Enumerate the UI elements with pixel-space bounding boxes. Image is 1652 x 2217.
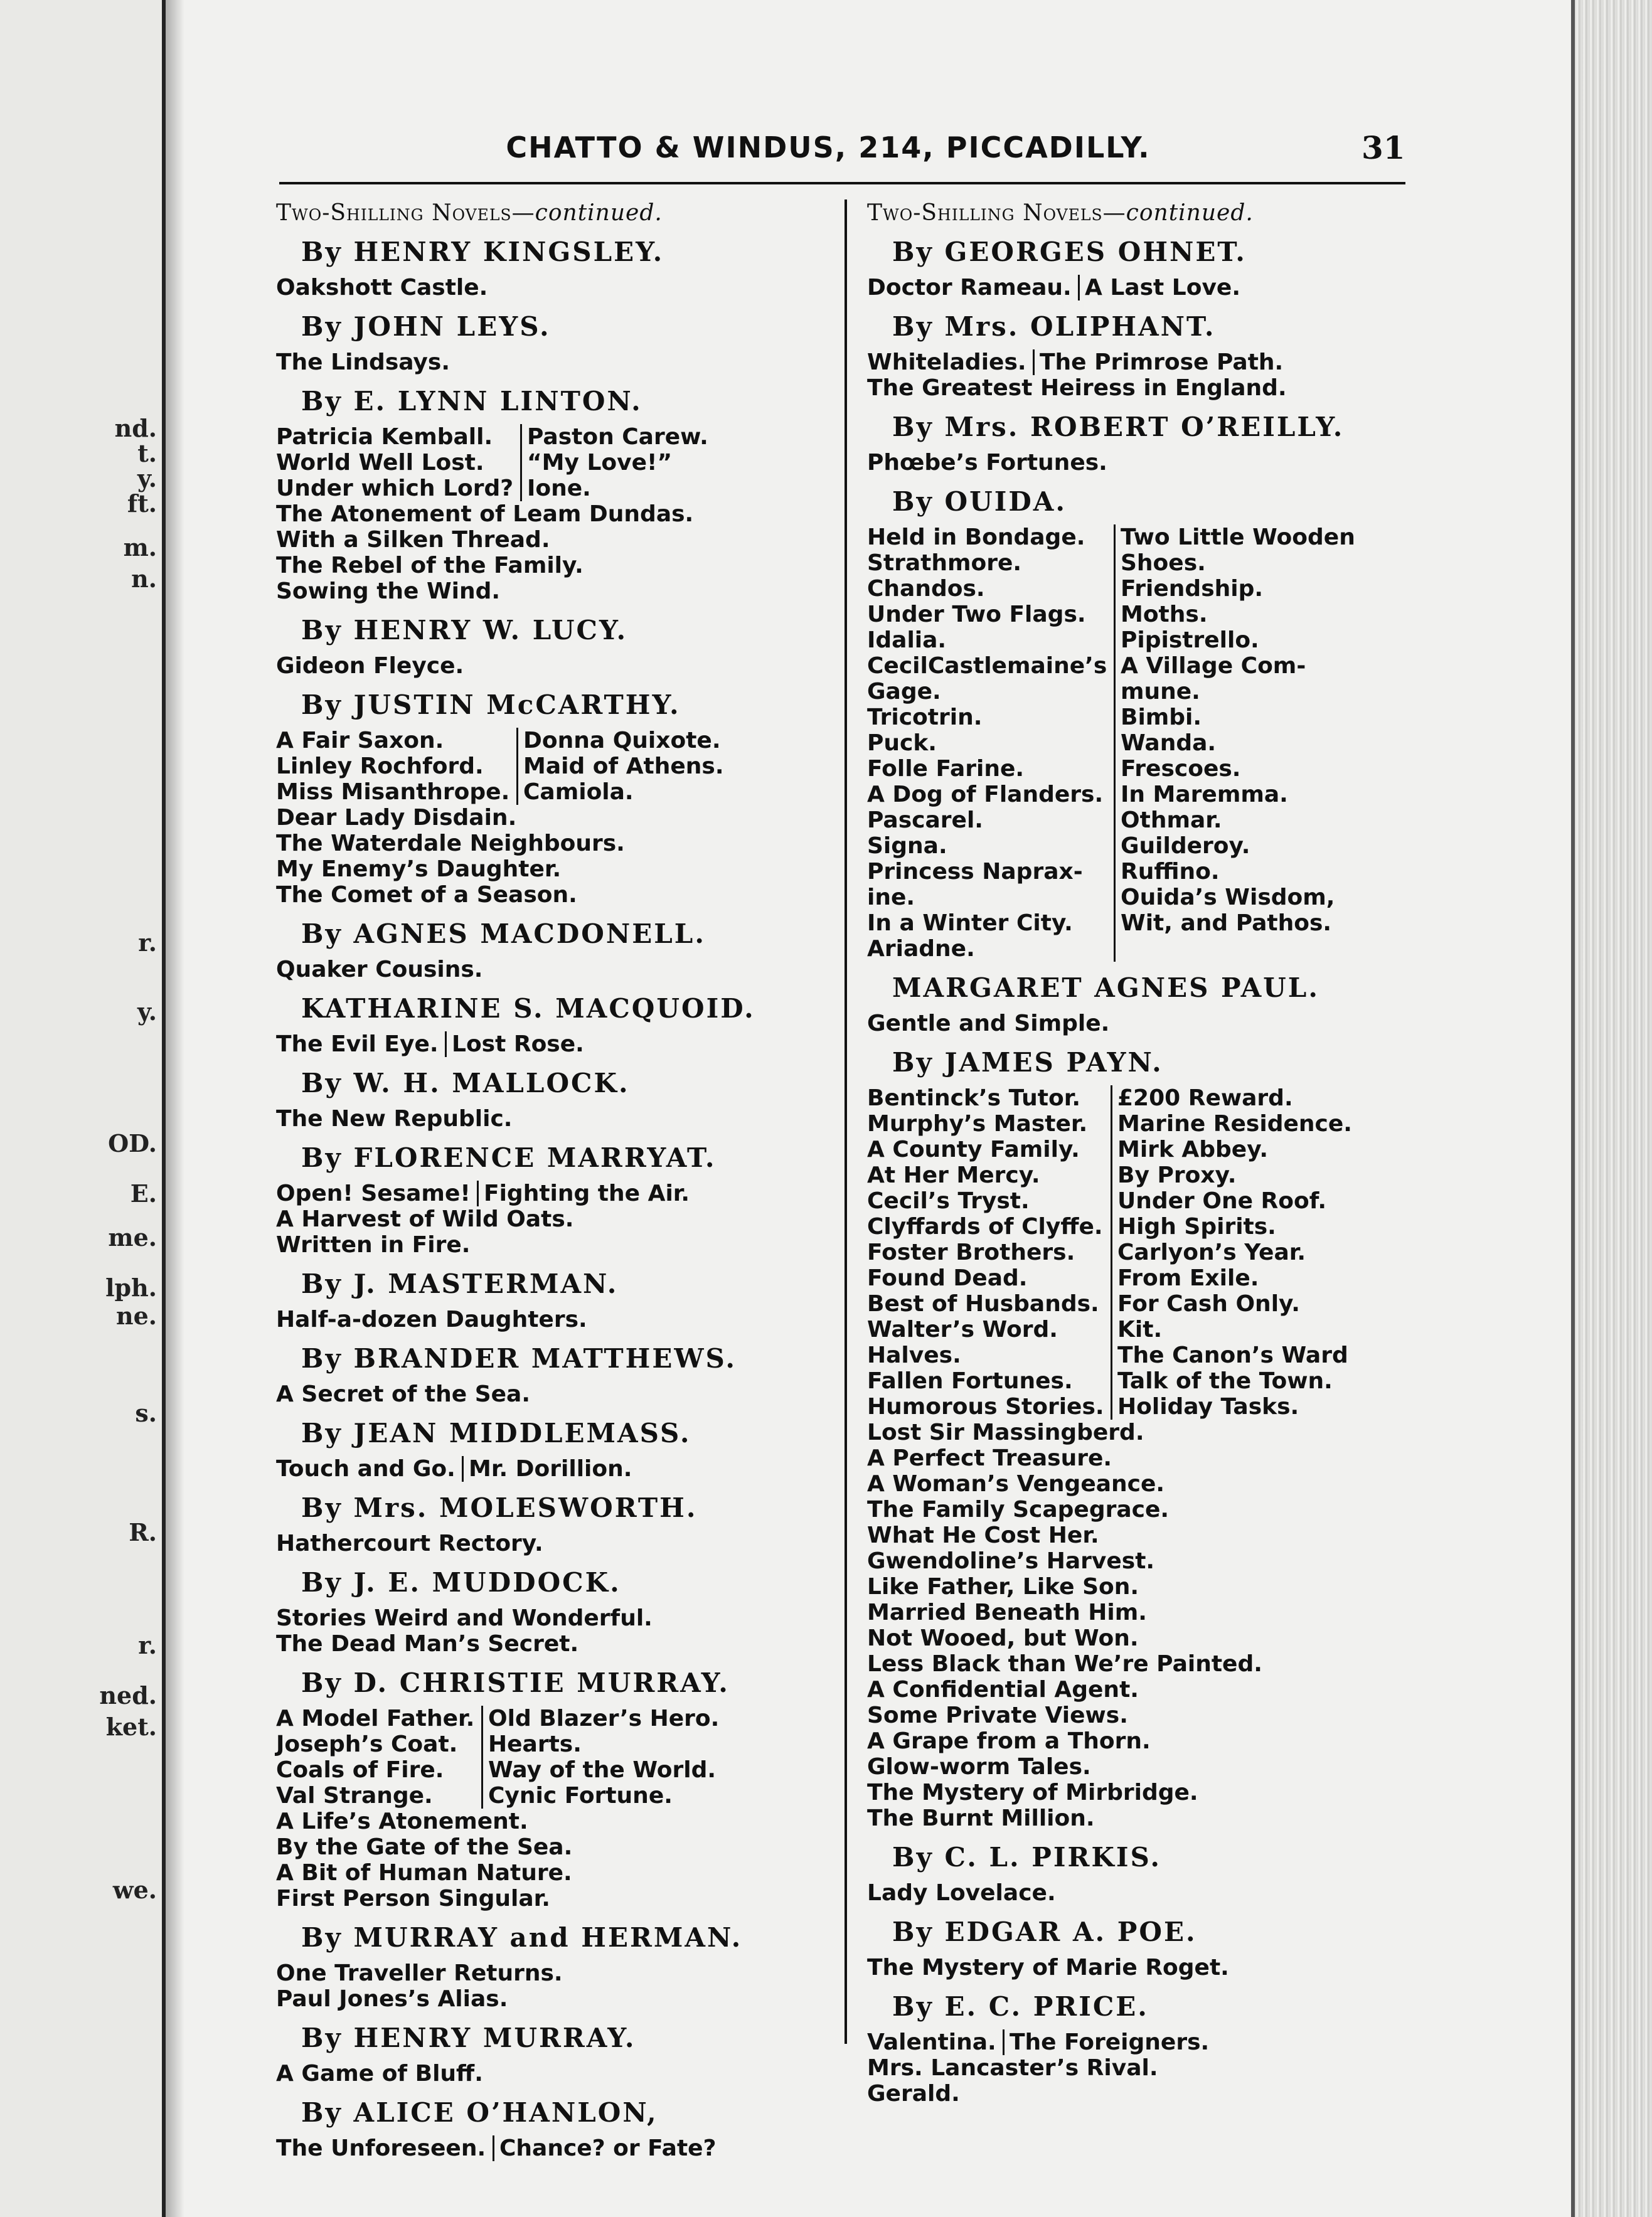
book-title: The Burnt Million.	[867, 1805, 1095, 1831]
title-pair-row	[276, 1181, 910, 1206]
book-title: A Confidential Agent.	[867, 1677, 1139, 1703]
title-list	[867, 2029, 1419, 2107]
book-title: mune.	[1114, 679, 1200, 704]
book-title: Under Two Flags.	[867, 602, 1086, 627]
book-title: Pipistrello.	[1114, 627, 1259, 653]
book-title: Paul Jones’s Alias.	[276, 1986, 508, 2012]
title-pair-row	[867, 885, 1419, 910]
title-list	[276, 349, 910, 375]
left-page-fragment: m.	[123, 533, 157, 561]
book-title: Val Strange.	[276, 1783, 433, 1809]
title-pair-row	[867, 1240, 1419, 1265]
title-pair-row	[867, 704, 1419, 730]
book-title: Friendship.	[1114, 576, 1263, 602]
book-title: Camiola.	[516, 779, 634, 805]
author-heading: By Mrs. OLIPHANT.	[892, 311, 1216, 342]
left-page-fragment: lph.	[105, 1273, 157, 1302]
author-heading: By W. H. MALLOCK.	[301, 1068, 630, 1098]
author-heading: By FLORENCE MARRYAT.	[301, 1142, 717, 1173]
title-list	[276, 275, 910, 300]
book-title: Hearts.	[481, 1731, 582, 1757]
book-title: The Primrose Path.	[1033, 349, 1283, 375]
left-page-fragment: E.	[130, 1179, 157, 1208]
left-page-fragment: s.	[135, 1399, 157, 1427]
title-pair-row	[276, 450, 910, 476]
title-list	[276, 1307, 910, 1332]
book-title: A Woman’s Vengeance.	[867, 1471, 1165, 1497]
book-title: Coals of Fire.	[276, 1757, 444, 1783]
title-pair-row	[276, 779, 910, 805]
book-title: Ruffino.	[1114, 859, 1220, 885]
gutter-shadow	[166, 0, 184, 2217]
title-list	[276, 424, 910, 604]
title-list	[276, 728, 910, 908]
title-pair-row	[276, 1456, 910, 1482]
title-list	[867, 450, 1419, 476]
book-title: Linley Rochford.	[276, 753, 484, 779]
book-title: Lost Sir Massingberd.	[867, 1420, 1144, 1445]
book-title: Donna Quixote.	[516, 728, 721, 753]
book-title: Lady Lovelace.	[867, 1880, 1056, 1906]
title-pair-row	[867, 1085, 1419, 1111]
title-pair-row	[867, 782, 1419, 807]
book-title: Walter’s Word.	[867, 1317, 1058, 1342]
title-list	[276, 1381, 910, 1407]
author-heading: By Mrs. ROBERT O’REILLY.	[892, 412, 1345, 442]
book-title: Not Wooed, but Won.	[867, 1625, 1139, 1651]
author-heading: By ALICE O’HANLON,	[301, 2097, 658, 2128]
book-title: A Grape from a Thorn.	[867, 1728, 1151, 1754]
left-page-fragment: R.	[129, 1518, 157, 1546]
author-heading: By HENRY W. LUCY.	[301, 615, 628, 646]
book-title: £200 Reward.	[1111, 1085, 1293, 1111]
book-title: Foster Brothers.	[867, 1240, 1075, 1265]
book-title: First Person Singular.	[276, 1886, 550, 1911]
left-page-fragment: ket.	[105, 1713, 157, 1741]
book-title: Guilderoy.	[1114, 833, 1250, 859]
title-list	[276, 1531, 910, 1556]
title-pair-row	[867, 1342, 1419, 1368]
right-column	[867, 199, 1419, 2117]
book-title: The Family Scapegrace.	[867, 1497, 1170, 1523]
title-pair-row	[867, 627, 1419, 653]
title-pair-row	[867, 1394, 1419, 1420]
book-title: My Enemy’s Daughter.	[276, 856, 562, 882]
title-pair-row	[867, 602, 1419, 627]
left-page-fragment: r.	[138, 928, 157, 957]
title-pair-row	[867, 1214, 1419, 1240]
title-pair-row	[867, 936, 1419, 962]
book-title: The Waterdale Neighbours.	[276, 831, 625, 856]
title-pair-row	[276, 476, 910, 501]
title-list	[276, 1181, 910, 1258]
title-pair-row	[867, 1188, 1419, 1214]
book-title: A Secret of the Sea.	[276, 1381, 531, 1407]
book-title: Gentle and Simple.	[867, 1011, 1110, 1036]
title-pair-row	[867, 730, 1419, 756]
book-title: A Last Love.	[1078, 275, 1240, 300]
title-pair-row	[867, 833, 1419, 859]
title-divider	[1114, 936, 1121, 962]
book-title: Phœbe’s Fortunes.	[867, 450, 1107, 476]
author-heading: By MURRAY and HERMAN.	[301, 1922, 743, 1953]
book-title: The New Republic.	[276, 1106, 513, 1132]
title-pair-row	[867, 275, 1419, 300]
author-entries	[276, 236, 910, 2161]
book-title: Old Blazer’s Hero.	[481, 1706, 719, 1731]
title-list	[276, 957, 910, 982]
book-title: Joseph’s Coat.	[276, 1731, 458, 1757]
book-title: Found Dead.	[867, 1265, 1028, 1291]
title-pair-row	[867, 807, 1419, 833]
book-title: From Exile.	[1111, 1265, 1259, 1291]
title-list	[276, 653, 910, 679]
left-page-fragment: nd.	[114, 414, 157, 442]
author-entries	[867, 236, 1419, 2107]
title-pair-row	[867, 1368, 1419, 1394]
book-title: Cecil’s Tryst.	[867, 1188, 1030, 1214]
book-title: A Life’s Atonement.	[276, 1809, 528, 1834]
section-heading: Two-Shilling Novels—continued.	[276, 200, 663, 226]
book-title: The Unforeseen.	[276, 2135, 486, 2161]
title-pair-row	[276, 1031, 910, 1057]
book-title: Dear Lady Disdain.	[276, 805, 517, 831]
title-pair-row	[276, 1757, 910, 1783]
book-title: The Evil Eye.	[276, 1031, 439, 1057]
left-page-fragment: r.	[138, 1631, 157, 1659]
author-heading: By OUIDA.	[892, 486, 1067, 517]
author-heading: By HENRY KINGSLEY.	[301, 237, 664, 267]
author-heading: MARGARET AGNES PAUL.	[892, 972, 1319, 1003]
book-title: With a Silken Thread.	[276, 527, 550, 553]
book-title: Half-a-dozen Daughters.	[276, 1307, 587, 1332]
section-heading: Two-Shilling Novels—continued.	[867, 200, 1254, 226]
book-title: Paston Carew.	[520, 424, 708, 450]
book-title: By the Gate of the Sea.	[276, 1834, 573, 1860]
book-title: Wanda.	[1114, 730, 1216, 756]
book-title: Doctor Rameau.	[867, 275, 1072, 300]
title-list	[276, 2061, 910, 2087]
book-title: Mr. Dorillion.	[462, 1456, 632, 1482]
book-title: A Harvest of Wild Oats.	[276, 1206, 574, 1232]
book-title: By Proxy.	[1111, 1162, 1236, 1188]
author-heading: By AGNES MACDONELL.	[301, 918, 706, 949]
book-title: Miss Misanthrope.	[276, 779, 510, 805]
book-title: Married Beneath Him.	[867, 1600, 1147, 1625]
book-title: Hathercourt Rectory.	[276, 1531, 543, 1556]
book-title: Valentina.	[867, 2029, 996, 2055]
left-column	[276, 199, 910, 2171]
title-pair-row	[867, 524, 1419, 550]
book-title: Way of the World.	[481, 1757, 716, 1783]
book-title: A Model Father.	[276, 1706, 475, 1731]
title-pair-row	[867, 1162, 1419, 1188]
book-title: Stories Weird and Wonderful.	[276, 1605, 653, 1631]
book-title: Clyffards of Clyffe.	[867, 1214, 1103, 1240]
book-title: What He Cost Her.	[867, 1523, 1099, 1548]
title-pair-row	[867, 679, 1419, 704]
title-pair-row	[867, 1137, 1419, 1162]
author-heading: By HENRY MURRAY.	[301, 2023, 636, 2053]
section-label: Two-Shilling Novels	[867, 200, 1103, 226]
book-title: A Perfect Treasure.	[867, 1445, 1112, 1471]
book-title: Humorous Stories.	[867, 1394, 1104, 1420]
author-heading: By JOHN LEYS.	[301, 311, 551, 342]
book-title: Chandos.	[867, 576, 985, 602]
author-heading: By EDGAR A. POE.	[892, 1917, 1197, 1947]
title-list	[867, 524, 1419, 962]
book-title: Maid of Athens.	[516, 753, 724, 779]
book-title: The Atonement of Leam Dundas.	[276, 501, 694, 527]
book-title: Less Black than We’re Painted.	[867, 1651, 1262, 1677]
book-title: Folle Farine.	[867, 756, 1025, 782]
title-list	[867, 1011, 1419, 1036]
left-page-fragment: t.	[137, 439, 157, 467]
book-title: Wit, and Pathos.	[1114, 910, 1331, 936]
book-title: The Greatest Heiress in England.	[867, 375, 1287, 401]
book-title: Two Little Wooden	[1114, 524, 1355, 550]
book-title: A Village Com-	[1114, 653, 1306, 679]
title-pair-row	[867, 910, 1419, 936]
author-heading: By E. LYNN LINTON.	[301, 386, 642, 417]
book-title: Idalia.	[867, 627, 947, 653]
left-page-fragment: y.	[137, 997, 157, 1026]
left-page-fragment: n.	[131, 565, 157, 593]
book-title: The Mystery of Marie Roget.	[867, 1955, 1229, 1980]
left-page-fragment: ned.	[99, 1681, 157, 1709]
book-title: The Lindsays.	[276, 349, 450, 375]
title-pair-row	[276, 1731, 910, 1757]
book-title: The Dead Man’s Secret.	[276, 1631, 579, 1657]
left-facing-page	[0, 0, 166, 2217]
book-title: Carlyon’s Year.	[1111, 1240, 1306, 1265]
book-title: A Game of Bluff.	[276, 2061, 483, 2087]
left-page-fragment: we.	[112, 1876, 157, 1904]
title-pair-row	[867, 2029, 1419, 2055]
book-title: The Rebel of the Family.	[276, 553, 584, 578]
left-page-fragment: ft.	[127, 489, 157, 518]
book-title: Chance? or Fate?	[493, 2135, 716, 2161]
book-title: Like Father, Like Son.	[867, 1574, 1139, 1600]
book-title: Pascarel.	[867, 807, 983, 833]
book-title: A Fair Saxon.	[276, 728, 444, 753]
book-title: One Traveller Returns.	[276, 1960, 563, 1986]
title-list	[276, 2135, 910, 2161]
book-title: Lost Rose.	[445, 1031, 584, 1057]
title-pair-row	[867, 653, 1419, 679]
book-title: Othmar.	[1114, 807, 1222, 833]
book-title: Bimbi.	[1114, 704, 1202, 730]
book-title: Patricia Kemball.	[276, 424, 493, 450]
book-title: A Dog of Flanders.	[867, 782, 1104, 807]
book-title: High Spirits.	[1111, 1214, 1276, 1240]
book-title: Cynic Fortune.	[481, 1783, 673, 1809]
title-list	[276, 1706, 910, 1911]
book-title: Moths.	[1114, 602, 1208, 627]
book-title: Oakshott Castle.	[276, 275, 488, 300]
title-list	[867, 1880, 1419, 1906]
book-title: The Mystery of Mirbridge.	[867, 1780, 1198, 1805]
title-pair-row	[867, 550, 1419, 576]
title-pair-row	[867, 859, 1419, 885]
section-continued: continued.	[535, 200, 663, 226]
book-title: Shoes.	[1114, 550, 1206, 576]
book-title: Whiteladies.	[867, 349, 1026, 375]
left-page-fragment: me.	[108, 1223, 157, 1252]
book-title: Sowing the Wind.	[276, 578, 501, 604]
book-title: Bentinck’s Tutor.	[867, 1085, 1081, 1111]
author-heading: By J. MASTERMAN.	[301, 1268, 619, 1299]
title-pair-row	[867, 349, 1419, 375]
book-title: Murphy’s Master.	[867, 1111, 1088, 1137]
book-title: Ouida’s Wisdom,	[1114, 885, 1335, 910]
title-list	[276, 1960, 910, 2012]
title-list	[276, 1106, 910, 1132]
book-title: Quaker Cousins.	[276, 957, 483, 982]
book-title: Gage.	[867, 679, 941, 704]
book-title: Gwendoline’s Harvest.	[867, 1548, 1155, 1574]
book-title: Strathmore.	[867, 550, 1022, 576]
book-title: Touch and Go.	[276, 1456, 456, 1482]
book-title: The Comet of a Season.	[276, 882, 577, 908]
title-pair-row	[276, 728, 910, 753]
book-title: In a Winter City.	[867, 910, 1073, 936]
book-title: Marine Residence.	[1111, 1111, 1352, 1137]
running-head: CHATTO & WINDUS, 214, PICCADILLY.	[506, 130, 1151, 164]
book-title: Tricotrin.	[867, 704, 983, 730]
title-pair-row	[867, 1317, 1419, 1342]
left-page-fragment: OD.	[108, 1129, 157, 1157]
book-title: Some Private Views.	[867, 1703, 1128, 1728]
book-title: Mrs. Lancaster’s Rival.	[867, 2055, 1158, 2081]
title-pair-row	[276, 2135, 910, 2161]
title-pair-row	[867, 756, 1419, 782]
title-list	[867, 349, 1419, 401]
book-title: CecilCastlemaine’s	[867, 653, 1107, 679]
section-label: Two-Shilling Novels	[276, 200, 512, 226]
book-title: “My Love!”	[520, 450, 672, 476]
author-heading: By JUSTIN McCARTHY.	[301, 689, 681, 720]
author-heading: By JEAN MIDDLEMASS.	[301, 1418, 691, 1449]
book-title: Ione.	[520, 476, 591, 501]
book-title: Under One Roof.	[1111, 1188, 1326, 1214]
book-title: Princess Naprax-	[867, 859, 1083, 885]
title-pair-row	[867, 576, 1419, 602]
author-heading: By Mrs. MOLESWORTH.	[301, 1492, 698, 1523]
section-continued: continued.	[1126, 200, 1254, 226]
book-title: Talk of the Town.	[1111, 1368, 1333, 1394]
book-title: Fallen Fortunes.	[867, 1368, 1073, 1394]
book-title: Gerald.	[867, 2081, 960, 2107]
book-cover-edge	[1575, 0, 1652, 2217]
title-pair-row	[867, 1291, 1419, 1317]
author-heading: By E. C. PRICE.	[892, 1991, 1149, 2022]
book-title: Best of Husbands.	[867, 1291, 1099, 1317]
book-title: Halves.	[867, 1342, 961, 1368]
title-list	[276, 1605, 910, 1657]
book-title: Gideon Fleyce.	[276, 653, 464, 679]
author-heading: By BRANDER MATTHEWS.	[301, 1343, 737, 1374]
title-pair-row	[276, 1783, 910, 1809]
author-heading: By J. E. MUDDOCK.	[301, 1567, 621, 1598]
book-title: World Well Lost.	[276, 450, 484, 476]
author-heading: By D. CHRISTIE MURRAY.	[301, 1667, 730, 1698]
book-title: Ariadne.	[867, 936, 975, 962]
left-page-fragment: ne.	[115, 1302, 157, 1330]
book-title: Signa.	[867, 833, 947, 859]
author-heading: By C. L. PIRKIS.	[892, 1842, 1161, 1873]
book-title: Open! Sesame!	[276, 1181, 471, 1206]
book-title: ine.	[867, 885, 915, 910]
author-heading: KATHARINE S. MACQUOID.	[301, 993, 755, 1024]
book-title: Held in Bondage.	[867, 524, 1085, 550]
title-pair-row	[276, 753, 910, 779]
book-title: Mirk Abbey.	[1111, 1137, 1268, 1162]
book-title: The Canon’s Ward	[1111, 1342, 1348, 1368]
book-title: In Maremma.	[1114, 782, 1288, 807]
page-number: 31	[1362, 129, 1405, 166]
title-list	[867, 1955, 1419, 1980]
title-list	[276, 1031, 910, 1057]
title-list	[867, 1085, 1419, 1831]
book-title: Written in Fire.	[276, 1232, 471, 1258]
book-title: A Bit of Human Nature.	[276, 1860, 572, 1886]
author-heading: By GEORGES OHNET.	[892, 237, 1247, 267]
left-page-fragment: y.	[137, 464, 157, 492]
title-pair-row	[867, 1111, 1419, 1137]
title-pair-row	[276, 424, 910, 450]
title-pair-row	[867, 1265, 1419, 1291]
book-title: Kit.	[1111, 1317, 1162, 1342]
title-pair-row	[276, 1706, 910, 1731]
book-title: Frescoes.	[1114, 756, 1240, 782]
book-title: At Her Mercy.	[867, 1162, 1040, 1188]
title-list	[867, 275, 1419, 300]
book-title: Glow-worm Tales.	[867, 1754, 1091, 1780]
book-title: Fighting the Air.	[477, 1181, 690, 1206]
book-title: Under which Lord?	[276, 476, 514, 501]
book-title: For Cash Only.	[1111, 1291, 1300, 1317]
title-list	[276, 1456, 910, 1482]
book-title: A County Family.	[867, 1137, 1080, 1162]
book-title: Holiday Tasks.	[1111, 1394, 1299, 1420]
book-title: Puck.	[867, 730, 937, 756]
author-heading: By JAMES PAYN.	[892, 1047, 1163, 1078]
book-title: The Foreigners.	[1003, 2029, 1209, 2055]
header-rule	[279, 182, 1405, 184]
